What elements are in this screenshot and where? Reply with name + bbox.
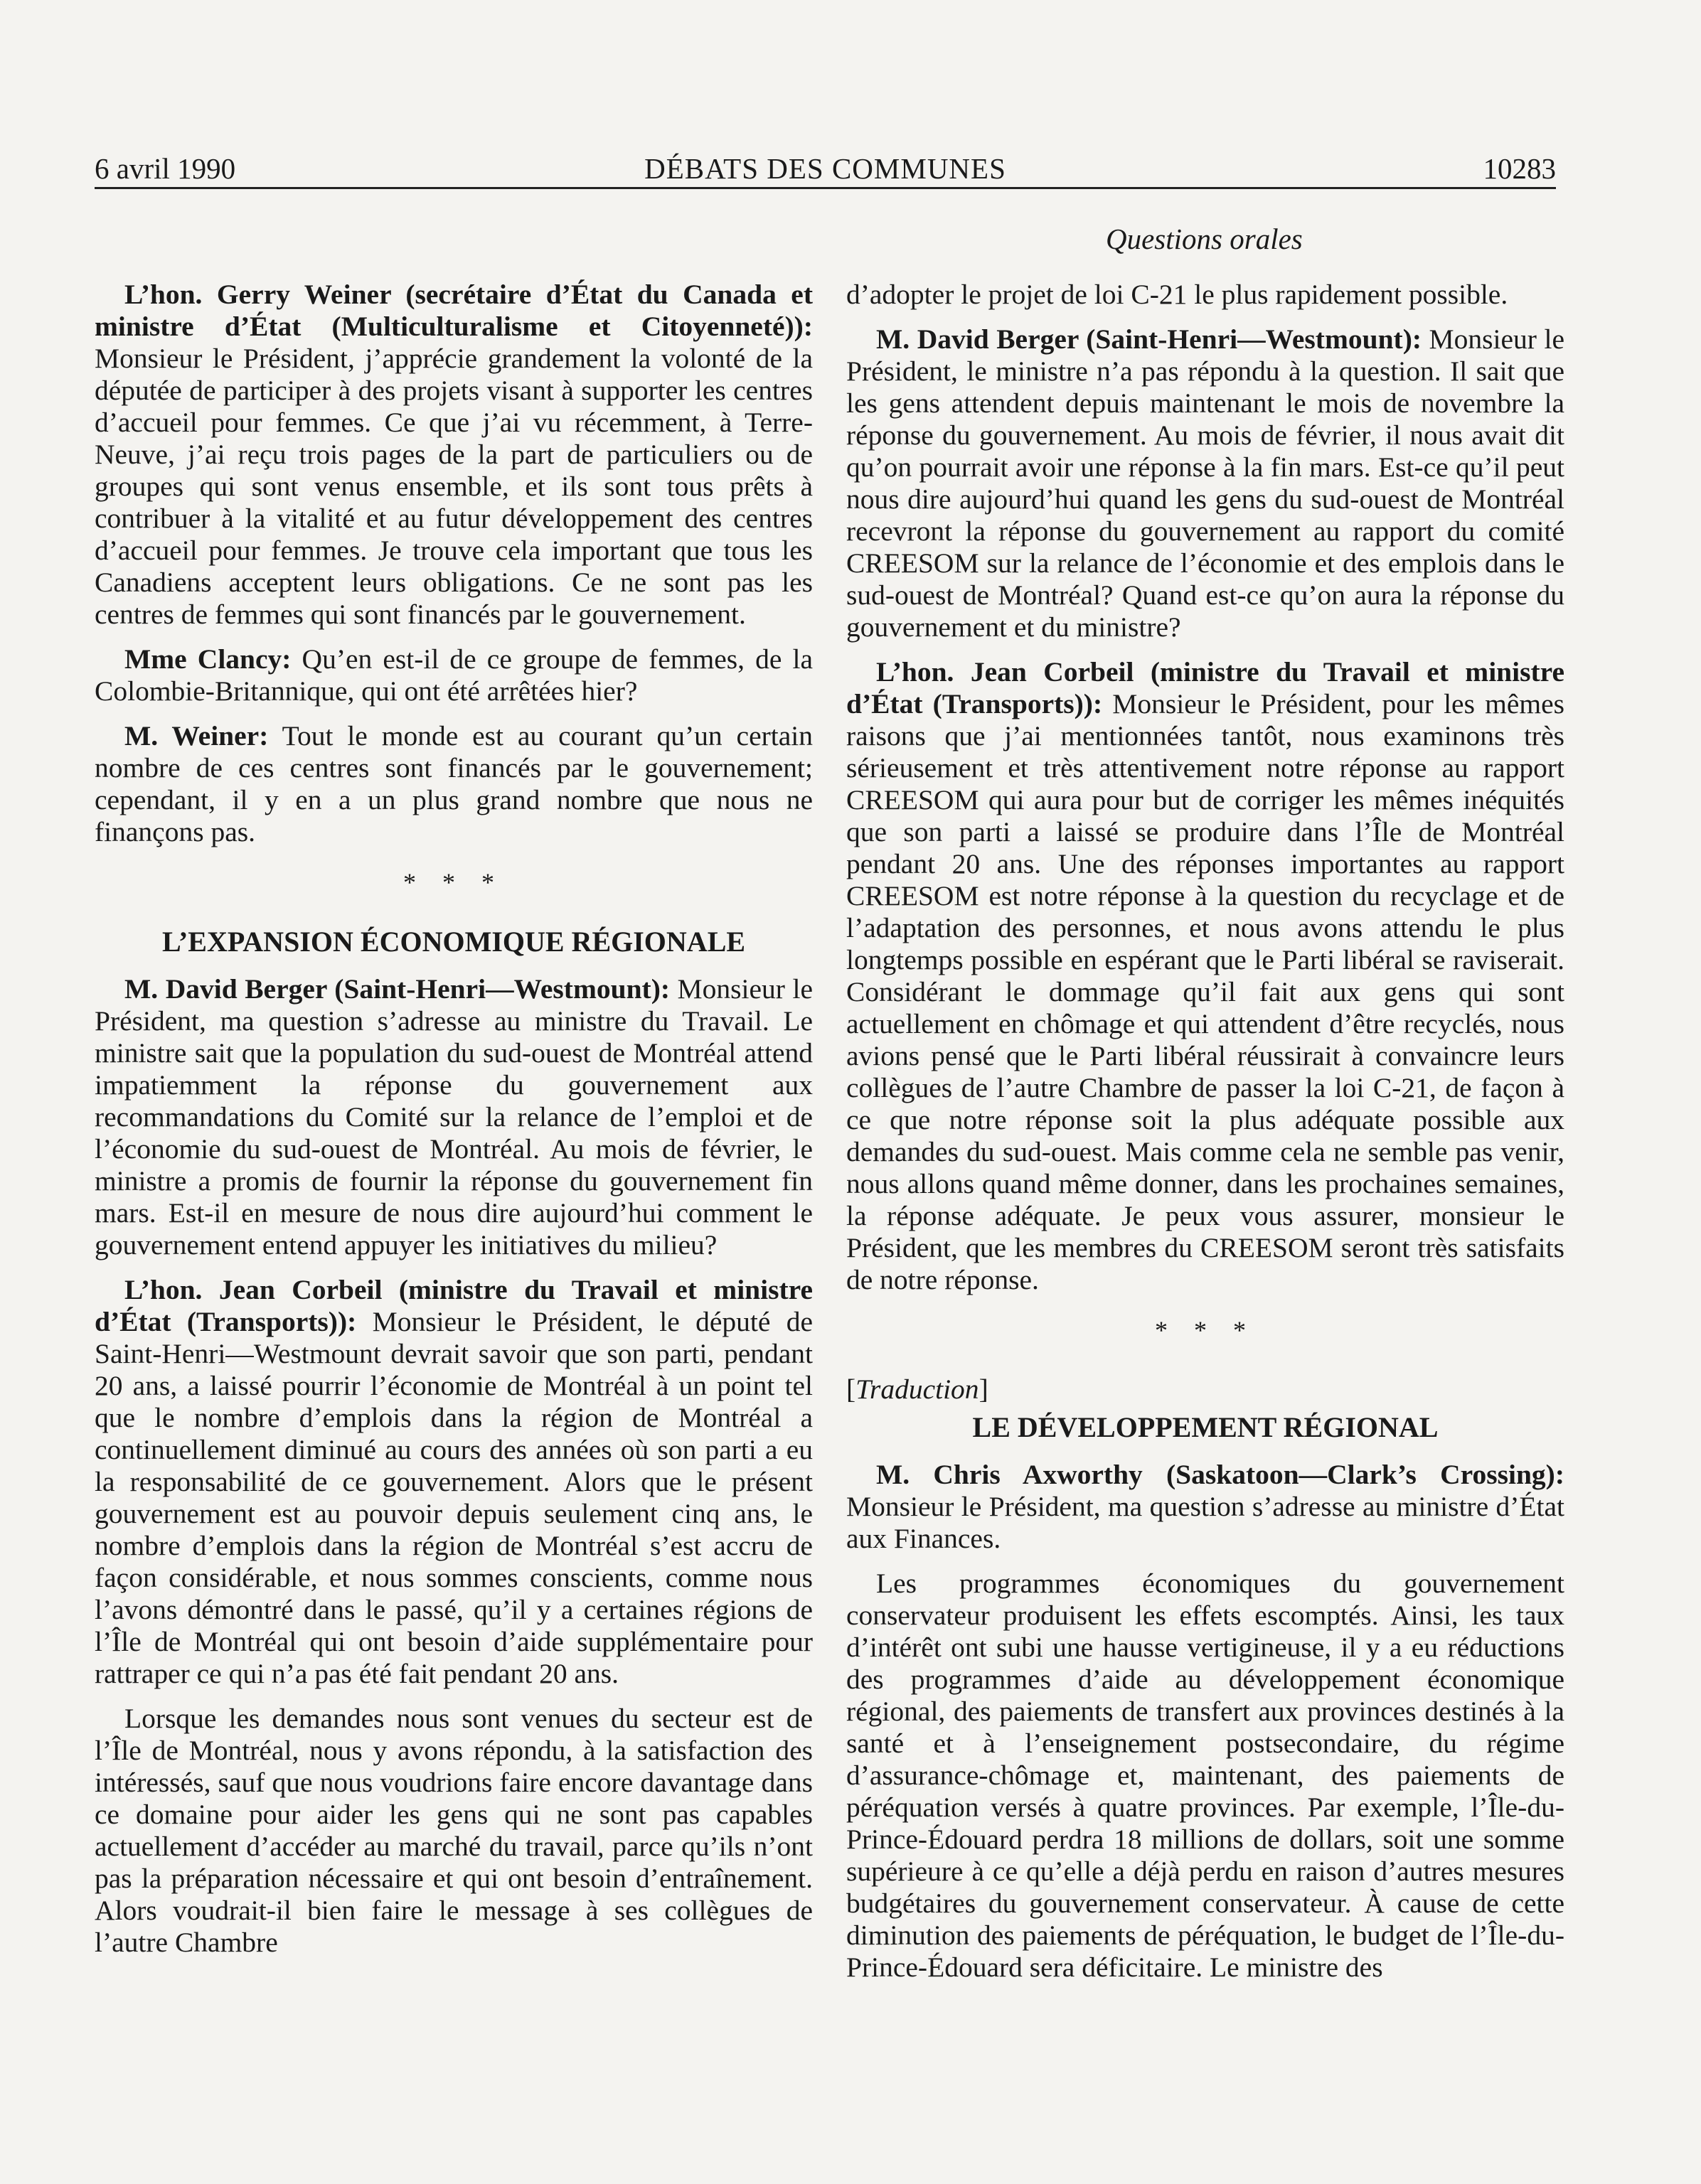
- speaker: M. Chris Axworthy (Saskatoon—Clark’s Crossing):: [876, 1459, 1564, 1490]
- page-header: [95, 146, 1556, 188]
- paragraph-text: Les programmes économiques du gouvernement conservateur produisent les effets escomptés. Ainsi, les taux d’intérêt ont subi une hausse vertigineuse, il y a eu réductions des programmes d’aide au développement économique régional, des paiements de transfert aux provinces destinés à la santé et à l’enseignement postsecondaire, du régime d’assurance-chômage et, maintenant, des paiements de péréquation versés à quatre provinces. Par exemple, l’Île-du-Prince-Édouard perdra 18 millions de dollars, soit une somme supérieure à ce qu’elle a déjà perdu en raison d’autres mesures budgétaires du gouvernement conservateur. À cause de cette diminution des paiements de péréquation, le budget de l’Île-du-Prince-Édouard sera déficitaire. Le ministre des: [846, 1568, 1564, 1983]
- speaker: M. Weiner:: [124, 720, 269, 751]
- section-heading: L’EXPANSION ÉCONOMIQUE RÉGIONALE: [161, 926, 746, 958]
- header-title: DÉBATS DES COMMUNES: [644, 152, 1006, 185]
- section-separator: * * *: [403, 868, 504, 896]
- speaker: L’hon. Jean Corbeil (ministre du Travail et ministre d’État (Transports)):: [846, 656, 1564, 719]
- paragraph: [95, 1703, 813, 1959]
- paragraph-text: Monsieur le Président, pour les mêmes raisons que j’ai mentionnées tantôt, nous examinons très sérieusement et très attentivement notre réponse au rapport CREESOM qui aura pour but de corriger les mêmes inéquités que son parti a laissé se produire dans l’Île de Montréal pendant 20 ans. Une des réponses importantes au rapport CREESOM est notre réponse à la question du recyclage et de l’adaptation des personnes, et nous avons attendu le plus longtemps possible en espérant que le Parti libéral se raviserait. Considérant le dommage qu’il fait aux gens qui sont actuellement en chômage et qui attendent d’être recyclés, nous avions pensé que le Parti libéral réussirait à convaincre leurs collègues de l’autre Chambre de passer la loi C-21, de façon à ce que notre réponse soit la plus adéquate possible aux demandes du sud-ouest. Mais comme cela ne semble pas venir, nous allons quand même donner, dans les prochaines semaines, la réponse adéquate. Je peux vous assurer, monsieur le Président, que les membres du CREESOM seront très satisfaits de notre réponse.: [846, 688, 1564, 1295]
- header-date: 6 avril 1990: [95, 152, 236, 185]
- paragraph: [95, 643, 813, 707]
- section-heading: LE DÉVELOPPEMENT RÉGIONAL: [972, 1411, 1439, 1443]
- paragraph: [95, 279, 813, 631]
- speaker: M. David Berger (Saint-Henri—Westmount):: [876, 323, 1422, 355]
- header-page-number: 10283: [1483, 152, 1556, 185]
- left-column: [95, 279, 813, 1971]
- paragraph-text: Lorsque les demandes nous sont venues du secteur est de l’Île de Montréal, nous y avons répondu, à la satisfaction des intéressés, sauf que nous voudrions faire encore davantage dans ce domaine pour aider les gens qui ne sont pas capables actuellement d’accéder au marché du travail, parce qu’ils n’ont pas la préparation nécessaire et qui ont besoin d’entraînement. Alors voudrait-il bien faire le message à ses collègues de l’autre Chambre: [95, 1703, 813, 1958]
- paragraph-text: Qu’en est-il de ce groupe de femmes, de la Colombie-Britannique, qui ont été arrêtées hier?: [95, 643, 813, 707]
- translation-label: Traduction: [855, 1374, 979, 1405]
- paragraph: [846, 656, 1564, 1296]
- paragraph-text: Monsieur le Président, le député de Saint-Henri—Westmount devrait savoir que son parti, pendant 20 ans, a laissé pourrir l’économie de Montréal à un point tel que le nombre d’emplois dans la région de Montréal a continuellement diminué au cours des années où son parti a eu la responsabilité de ce gouvernement. Alors que le présent gouvernement est au pouvoir depuis seulement cinq ans, le nombre d’emplois dans la région de Montréal s’est accru de façon considérable, et nous sommes conscients, comme nous l’avons démontré dans le passé, qu’il y a certaines régions de l’Île de Montréal qui ont besoin d’aide supplémentaire pour rattraper ce qui n’a pas été fait pendant 20 ans.: [95, 1306, 813, 1689]
- paragraph-text: d’adopter le projet de loi C-21 le plus rapidement possible.: [846, 279, 1508, 310]
- paragraph-text: Monsieur le Président, ma question s’adresse au ministre du Travail. Le ministre sait que la population du sud-ouest de Montréal attend impatiemment la réponse du gouvernement aux recommandations du Comité sur la relance de l’emploi et de l’économie du sud-ouest de Montréal. Au mois de février, le ministre a promis de fournir la réponse du gouvernement fin mars. Est-il en mesure de nous dire aujourd’hui comment le gouvernement entend appuyer les initiatives du milieu?: [95, 973, 813, 1260]
- speaker: Mme Clancy:: [124, 643, 292, 675]
- paragraph: [95, 973, 813, 1261]
- paragraph-text: Monsieur le Président, ma question s’adresse au ministre d’État aux Finances.: [846, 1491, 1564, 1554]
- paragraph: [846, 1568, 1564, 1984]
- speaker: M. David Berger (Saint-Henri—Westmount):: [124, 973, 671, 1005]
- speaker: L’hon. Gerry Weiner (secrétaire d’État du Canada et ministre d’État (Multiculturalisme et Citoyenneté)):: [95, 279, 813, 342]
- paragraph: [95, 1274, 813, 1690]
- speaker: L’hon. Jean Corbeil (ministre du Travail et ministre d’État (Transports)):: [95, 1274, 813, 1337]
- paragraph-text: Monsieur le Président, le ministre n’a pas répondu à la question. Il sait que les gens attendent depuis maintenant le mois de novembre la réponse du gouvernement. Au mois de février, il nous avait dit qu’on pourrait avoir une réponse à la fin mars. Est-ce qu’il peut nous dire aujourd’hui quand les gens du sud-ouest de Montréal recevront la réponse du gouvernement au rapport du comité CREESOM sur la relance de l’économie et des emplois dans le sud-ouest de Montréal? Quand est-ce qu’on aura la réponse du gouvernement et du ministre?: [846, 323, 1564, 643]
- translation-note: [Traduction]: [846, 1374, 988, 1405]
- section-label: Questions orales: [1106, 223, 1303, 255]
- paragraph-text: Monsieur le Président, j’apprécie grandement la volonté de la députée de participer à des projets visant à supporter les centres d’accueil pour femmes. Ce que j’ai vu récemment, à Terre-Neuve, j’ai reçu trois pages de la part de particuliers ou de groupes qui sont venus ensemble, et ils sont tous prêts à contribuer à la vitalité et au futur développement des centres d’accueil pour femmes. Je trouve cela important que tous les Canadiens acceptent leurs obligations. Ce ne sont pas les centres de femmes qui sont financés par le gouvernement.: [95, 343, 813, 630]
- right-column: [846, 279, 1564, 1996]
- paragraph: [846, 279, 1564, 311]
- paragraph: [95, 720, 813, 848]
- header-rule: [95, 187, 1556, 189]
- paragraph: [846, 323, 1564, 643]
- section-separator: * * *: [1155, 1316, 1256, 1344]
- paragraph-text: Tout le monde est au courant qu’un certain nombre de ces centres sont financés par le gouvernement; cependant, il y en a un plus grand nombre que nous ne finançons pas.: [95, 720, 813, 847]
- paragraph: [846, 1459, 1564, 1555]
